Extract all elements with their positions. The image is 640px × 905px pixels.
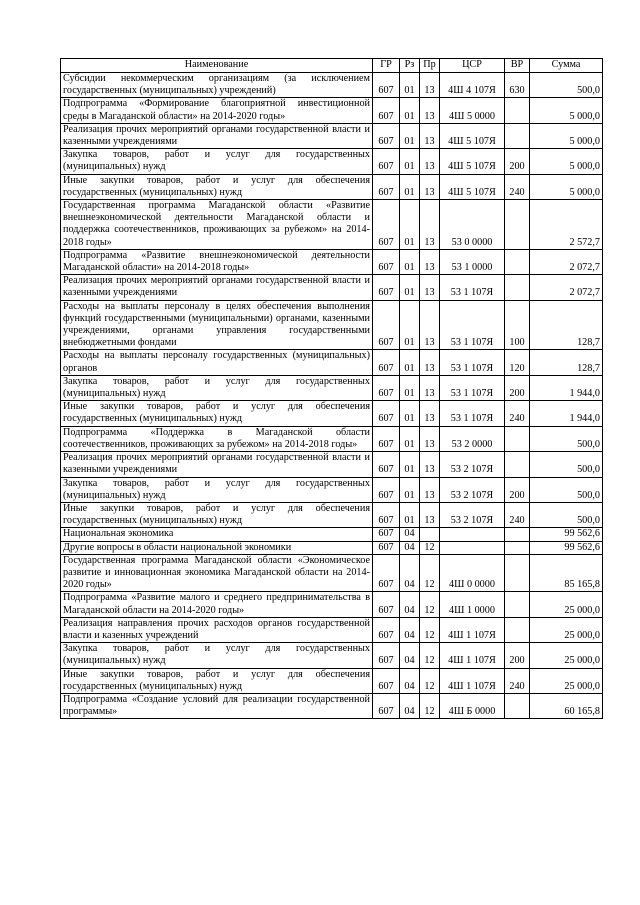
cell-name: Другие вопросы в области национальной экономики xyxy=(61,541,373,554)
cell-rz: 01 xyxy=(400,123,420,148)
table-row xyxy=(61,300,603,350)
cell-csr xyxy=(440,528,505,541)
table-row xyxy=(61,200,603,250)
cell-csr: 53 1 107Я xyxy=(440,401,505,426)
cell-vr: 240 xyxy=(505,401,530,426)
table-row xyxy=(61,350,603,375)
cell-vr: 240 xyxy=(505,174,530,199)
cell-csr: 4Ш 5 0000 xyxy=(440,98,505,123)
cell-gr: 607 xyxy=(373,350,400,375)
table-body xyxy=(61,73,603,719)
cell-csr: 53 1 107Я xyxy=(440,375,505,400)
cell-vr xyxy=(505,426,530,451)
cell-sum: 500,0 xyxy=(530,452,603,477)
cell-gr: 607 xyxy=(373,300,400,350)
table-row xyxy=(61,541,603,554)
table-row xyxy=(61,174,603,199)
cell-pr: 13 xyxy=(420,98,440,123)
budget-document-page xyxy=(60,58,602,719)
cell-pr: 13 xyxy=(420,375,440,400)
cell-pr: 12 xyxy=(420,554,440,592)
table-row xyxy=(61,668,603,693)
table-row xyxy=(61,149,603,174)
cell-name: Государственная программа Магаданской области «Экономическое развитие и инновационная экономика Магаданской области на 2014-2020 годы» xyxy=(61,554,373,592)
table-row xyxy=(61,592,603,617)
cell-vr xyxy=(505,249,530,274)
table-header-row xyxy=(61,59,603,73)
cell-vr xyxy=(505,592,530,617)
cell-sum: 500,0 xyxy=(530,502,603,527)
cell-pr: 12 xyxy=(420,693,440,718)
table-row xyxy=(61,73,603,98)
cell-vr: 200 xyxy=(505,643,530,668)
cell-csr: 53 1 107Я xyxy=(440,350,505,375)
cell-vr: 630 xyxy=(505,73,530,98)
budget-table xyxy=(60,58,603,719)
cell-sum: 2 572,7 xyxy=(530,200,603,250)
cell-vr: 240 xyxy=(505,668,530,693)
cell-csr: 53 0 0000 xyxy=(440,200,505,250)
cell-name: Подпрограмма «Формирование благоприятной инвестиционной среды в Магаданской области» на 2014-2020 годы» xyxy=(61,98,373,123)
cell-name: Государственная программа Магаданской области «Развитие внешнеэкономической деятельности Магаданской области и поддержка соотечественников, проживающих за рубежом» на 2014-2018 годы» xyxy=(61,200,373,250)
cell-vr: 120 xyxy=(505,350,530,375)
cell-rz: 04 xyxy=(400,693,420,718)
cell-name: Реализация направления прочих расходов органов государственной власти и казенных учреждений xyxy=(61,617,373,642)
cell-name: Подпрограмма «Поддержка в Магаданской области соотечественников, проживающих за рубежом» на 2014-2018 годы» xyxy=(61,426,373,451)
cell-csr: 4Ш 5 107Я xyxy=(440,149,505,174)
table-row xyxy=(61,426,603,451)
cell-rz: 04 xyxy=(400,541,420,554)
cell-sum: 60 165,8 xyxy=(530,693,603,718)
cell-gr: 607 xyxy=(373,149,400,174)
cell-rz: 04 xyxy=(400,592,420,617)
cell-name: Подпрограмма «Развитие малого и среднего предпринимательства в Магаданской области на 2014-2020 годы» xyxy=(61,592,373,617)
cell-sum: 5 000,0 xyxy=(530,123,603,148)
cell-rz: 04 xyxy=(400,643,420,668)
cell-sum: 1 944,0 xyxy=(530,375,603,400)
cell-pr: 13 xyxy=(420,174,440,199)
cell-name: Реализация прочих мероприятий органами государственной власти и казенными учреждениями xyxy=(61,123,373,148)
cell-csr: 53 2 0000 xyxy=(440,426,505,451)
table-row xyxy=(61,554,603,592)
cell-vr: 200 xyxy=(505,375,530,400)
cell-rz: 01 xyxy=(400,300,420,350)
header-rz: Рз xyxy=(400,59,420,73)
cell-name: Реализация прочих мероприятий органами государственной власти и казенными учреждениями xyxy=(61,452,373,477)
cell-name: Расходы на выплаты персоналу государственных (муниципальных) органов xyxy=(61,350,373,375)
cell-pr: 12 xyxy=(420,668,440,693)
cell-gr: 607 xyxy=(373,643,400,668)
cell-csr: 4Ш 4 107Я xyxy=(440,73,505,98)
cell-csr: 53 1 107Я xyxy=(440,275,505,300)
header-vr: ВР xyxy=(505,59,530,73)
cell-gr: 607 xyxy=(373,668,400,693)
cell-sum: 99 562,6 xyxy=(530,541,603,554)
cell-gr: 607 xyxy=(373,249,400,274)
cell-gr: 607 xyxy=(373,123,400,148)
cell-sum: 5 000,0 xyxy=(530,98,603,123)
cell-rz: 01 xyxy=(400,350,420,375)
cell-gr: 607 xyxy=(373,73,400,98)
cell-vr xyxy=(505,123,530,148)
cell-pr: 13 xyxy=(420,149,440,174)
cell-csr: 4Ш 1 0000 xyxy=(440,592,505,617)
cell-csr: 4Ш 0 0000 xyxy=(440,554,505,592)
cell-pr: 13 xyxy=(420,73,440,98)
cell-vr: 200 xyxy=(505,477,530,502)
cell-name: Подпрограмма «Создание условий для реализации государственной программы» xyxy=(61,693,373,718)
table-row xyxy=(61,275,603,300)
table-row xyxy=(61,249,603,274)
cell-gr: 607 xyxy=(373,528,400,541)
cell-sum: 5 000,0 xyxy=(530,149,603,174)
cell-csr: 4Ш 1 107Я xyxy=(440,617,505,642)
cell-csr: 53 1 0000 xyxy=(440,249,505,274)
cell-name: Иные закупки товаров, работ и услуг для обеспечения государственных (муниципальных) нужд xyxy=(61,668,373,693)
cell-pr: 13 xyxy=(420,502,440,527)
cell-pr: 13 xyxy=(420,350,440,375)
cell-pr: 12 xyxy=(420,592,440,617)
cell-gr: 607 xyxy=(373,617,400,642)
cell-sum: 500,0 xyxy=(530,477,603,502)
cell-pr: 13 xyxy=(420,300,440,350)
cell-rz: 01 xyxy=(400,275,420,300)
cell-name: Национальная экономика xyxy=(61,528,373,541)
cell-pr: 12 xyxy=(420,617,440,642)
header-sum: Сумма xyxy=(530,59,603,73)
table-row xyxy=(61,693,603,718)
cell-vr: 240 xyxy=(505,502,530,527)
cell-gr: 607 xyxy=(373,693,400,718)
cell-sum: 85 165,8 xyxy=(530,554,603,592)
cell-rz: 04 xyxy=(400,668,420,693)
cell-gr: 607 xyxy=(373,98,400,123)
cell-vr xyxy=(505,528,530,541)
cell-sum: 2 072,7 xyxy=(530,275,603,300)
header-pr: Пр xyxy=(420,59,440,73)
cell-rz: 01 xyxy=(400,98,420,123)
table-row xyxy=(61,502,603,527)
cell-rz: 01 xyxy=(400,401,420,426)
cell-rz: 01 xyxy=(400,426,420,451)
cell-vr xyxy=(505,693,530,718)
cell-gr: 607 xyxy=(373,401,400,426)
cell-rz: 01 xyxy=(400,149,420,174)
cell-sum: 99 562,6 xyxy=(530,528,603,541)
cell-sum: 500,0 xyxy=(530,73,603,98)
cell-csr: 4Ш 1 107Я xyxy=(440,643,505,668)
cell-csr xyxy=(440,541,505,554)
cell-csr: 53 1 107Я xyxy=(440,300,505,350)
cell-pr: 12 xyxy=(420,643,440,668)
cell-rz: 01 xyxy=(400,200,420,250)
header-csr: ЦСР xyxy=(440,59,505,73)
cell-pr: 13 xyxy=(420,249,440,274)
cell-vr xyxy=(505,541,530,554)
cell-name: Закупка товаров, работ и услуг для государственных (муниципальных) нужд xyxy=(61,643,373,668)
cell-name: Иные закупки товаров, работ и услуг для обеспечения государственных (муниципальных) нужд xyxy=(61,174,373,199)
cell-pr: 13 xyxy=(420,452,440,477)
cell-name: Реализация прочих мероприятий органами государственной власти и казенными учреждениями xyxy=(61,275,373,300)
table-row xyxy=(61,617,603,642)
cell-gr: 607 xyxy=(373,502,400,527)
cell-gr: 607 xyxy=(373,200,400,250)
cell-gr: 607 xyxy=(373,477,400,502)
table-row xyxy=(61,452,603,477)
cell-sum: 25 000,0 xyxy=(530,617,603,642)
table-row xyxy=(61,643,603,668)
cell-pr: 13 xyxy=(420,426,440,451)
cell-vr xyxy=(505,617,530,642)
cell-rz: 01 xyxy=(400,73,420,98)
cell-vr xyxy=(505,554,530,592)
cell-pr: 13 xyxy=(420,275,440,300)
cell-name: Расходы на выплаты персоналу в целях обеспечения выполнения функций государственными (муниципальными) органами, казенными учреждениями, органами управления государственными внебюджетными фондами xyxy=(61,300,373,350)
table-row xyxy=(61,477,603,502)
cell-gr: 607 xyxy=(373,426,400,451)
cell-rz: 01 xyxy=(400,375,420,400)
cell-pr: 13 xyxy=(420,200,440,250)
cell-vr xyxy=(505,200,530,250)
cell-pr: 13 xyxy=(420,477,440,502)
cell-rz: 04 xyxy=(400,617,420,642)
cell-vr xyxy=(505,452,530,477)
cell-sum: 5 000,0 xyxy=(530,174,603,199)
table-row xyxy=(61,375,603,400)
cell-sum: 25 000,0 xyxy=(530,592,603,617)
cell-csr: 53 2 107Я xyxy=(440,452,505,477)
cell-name: Закупка товаров, работ и услуг для государственных (муниципальных) нужд xyxy=(61,477,373,502)
cell-vr: 100 xyxy=(505,300,530,350)
cell-name: Иные закупки товаров, работ и услуг для обеспечения государственных (муниципальных) нужд xyxy=(61,401,373,426)
cell-rz: 01 xyxy=(400,502,420,527)
cell-sum: 25 000,0 xyxy=(530,643,603,668)
cell-gr: 607 xyxy=(373,275,400,300)
cell-sum: 1 944,0 xyxy=(530,401,603,426)
cell-csr: 4Ш 5 107Я xyxy=(440,123,505,148)
cell-sum: 2 072,7 xyxy=(530,249,603,274)
cell-vr xyxy=(505,275,530,300)
table-row xyxy=(61,401,603,426)
table-row xyxy=(61,123,603,148)
cell-sum: 128,7 xyxy=(530,300,603,350)
cell-sum: 128,7 xyxy=(530,350,603,375)
cell-gr: 607 xyxy=(373,375,400,400)
cell-rz: 04 xyxy=(400,554,420,592)
cell-vr: 200 xyxy=(505,149,530,174)
cell-csr: 4Ш 1 107Я xyxy=(440,668,505,693)
cell-rz: 01 xyxy=(400,174,420,199)
cell-csr: 53 2 107Я xyxy=(440,502,505,527)
header-gr: ГР xyxy=(373,59,400,73)
table-row xyxy=(61,528,603,541)
cell-rz: 01 xyxy=(400,249,420,274)
cell-name: Закупка товаров, работ и услуг для государственных (муниципальных) нужд xyxy=(61,149,373,174)
cell-name: Иные закупки товаров, работ и услуг для обеспечения государственных (муниципальных) нужд xyxy=(61,502,373,527)
cell-gr: 607 xyxy=(373,541,400,554)
cell-csr: 4Ш 5 107Я xyxy=(440,174,505,199)
cell-rz: 01 xyxy=(400,452,420,477)
cell-name: Подпрограмма «Развитие внешнеэкономической деятельности Магаданской области» на 2014-2018 годы» xyxy=(61,249,373,274)
cell-sum: 25 000,0 xyxy=(530,668,603,693)
cell-rz: 01 xyxy=(400,477,420,502)
header-name: Наименование xyxy=(61,59,373,73)
cell-name: Субсидии некоммерческим организациям (за исключением государственных (муниципальных) учреждений) xyxy=(61,73,373,98)
cell-pr: 13 xyxy=(420,123,440,148)
cell-pr: 12 xyxy=(420,541,440,554)
cell-rz: 04 xyxy=(400,528,420,541)
cell-gr: 607 xyxy=(373,452,400,477)
cell-pr: 13 xyxy=(420,401,440,426)
table-row xyxy=(61,98,603,123)
cell-gr: 607 xyxy=(373,554,400,592)
cell-name: Закупка товаров, работ и услуг для государственных (муниципальных) нужд xyxy=(61,375,373,400)
cell-csr: 53 2 107Я xyxy=(440,477,505,502)
cell-gr: 607 xyxy=(373,174,400,199)
cell-vr xyxy=(505,98,530,123)
cell-csr: 4Ш Б 0000 xyxy=(440,693,505,718)
cell-sum: 500,0 xyxy=(530,426,603,451)
cell-pr xyxy=(420,528,440,541)
cell-gr: 607 xyxy=(373,592,400,617)
